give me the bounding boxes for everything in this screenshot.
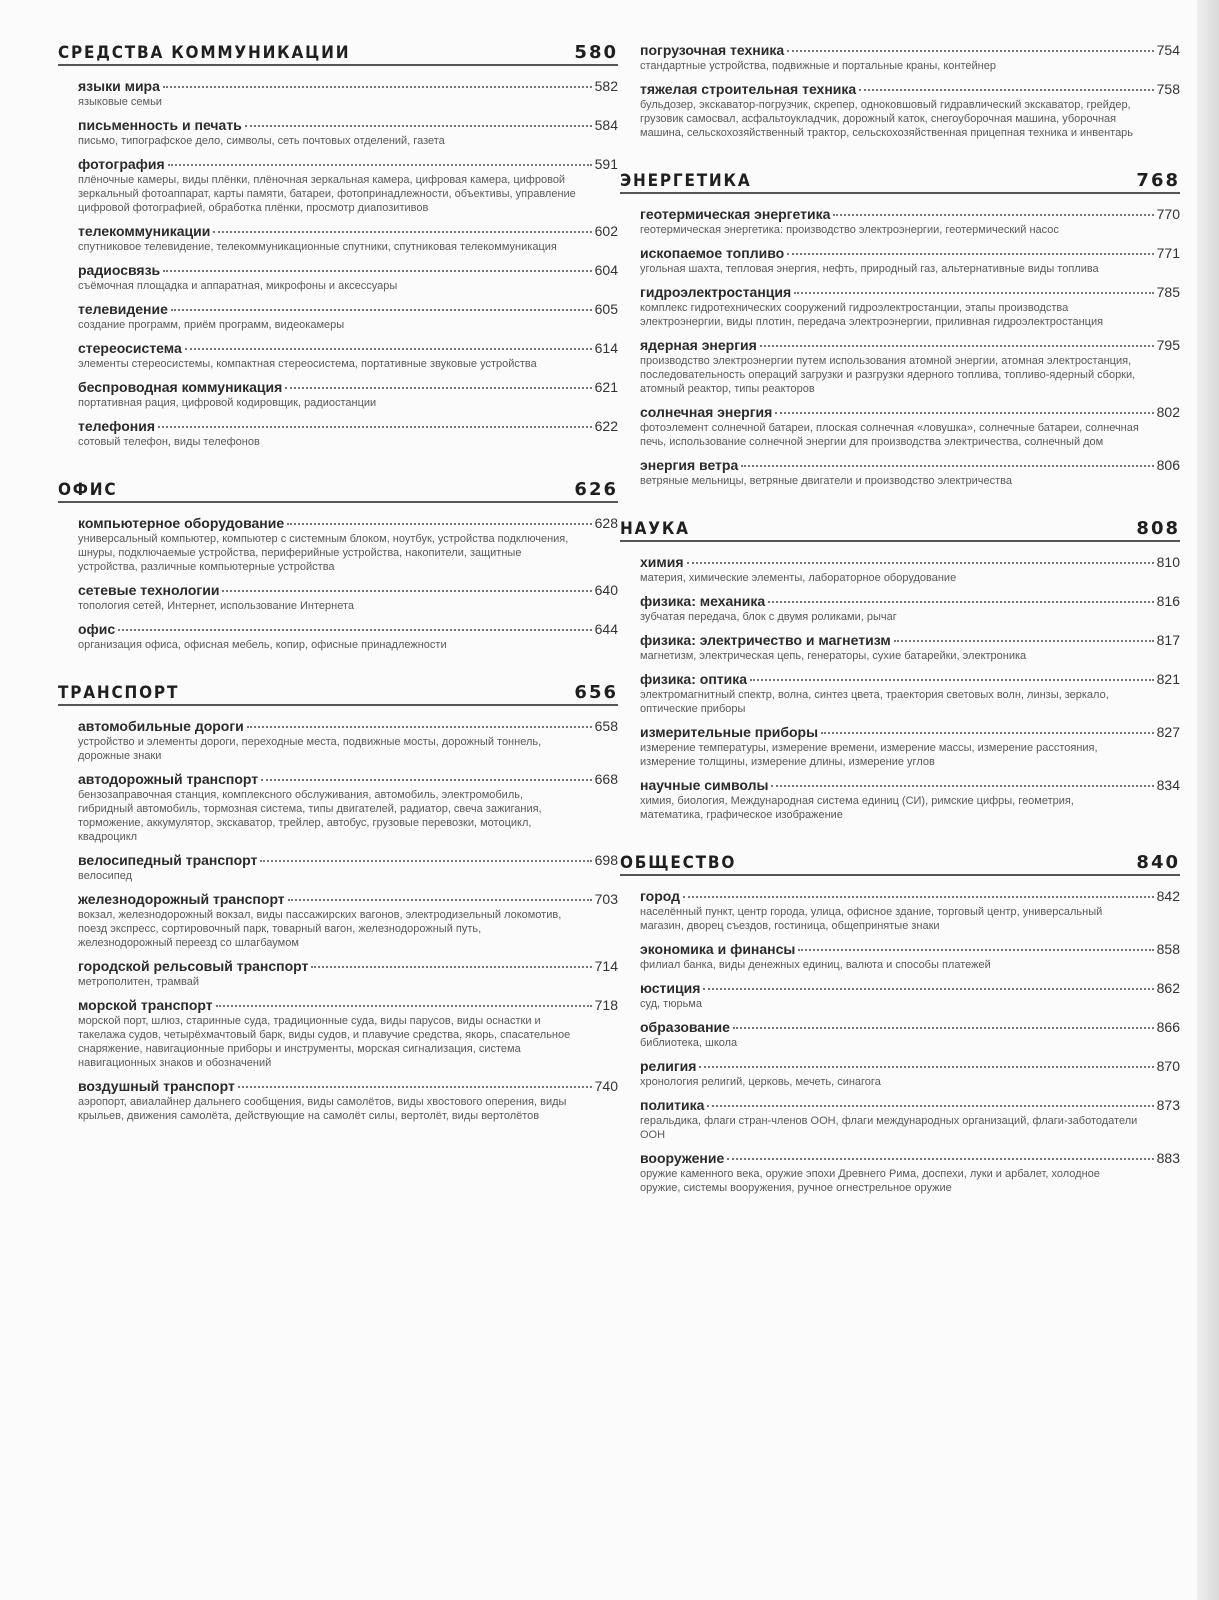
entry-description: измерение температуры, измерение времени, измерение массы, измерение расстояния, измерение толщины, измерение длины, измерение углов bbox=[640, 742, 1098, 768]
section-title: ОБЩЕСТВО bbox=[620, 853, 737, 873]
entry-description: производство электроэнергии путем использования атомной энергии, атомная электростанция, последовательность операций загрузки и разгрузки ядерного топлива, топливо-ядерный сборки, атомный реактор, типы реакторов bbox=[640, 355, 1136, 395]
dot-leader bbox=[238, 1086, 592, 1088]
toc-entry bbox=[620, 593, 1180, 624]
entry-page-number: 862 bbox=[1156, 980, 1180, 996]
toc-section bbox=[58, 682, 618, 1123]
entry-title: образование bbox=[640, 1019, 730, 1035]
toc-entry bbox=[620, 980, 1180, 1011]
entry-description: геотермическая энергетика: производство электроэнергии, геотермический насос bbox=[640, 224, 1059, 236]
entry-line bbox=[78, 1078, 618, 1094]
dot-leader bbox=[247, 726, 592, 728]
entry-line bbox=[78, 582, 618, 598]
entry-description: устройство и элементы дороги, переходные места, подвижные мосты, дорожный тоннель, дорожные знаки bbox=[78, 736, 542, 762]
entry-line bbox=[640, 593, 1180, 609]
dot-leader bbox=[185, 348, 592, 350]
entry-line bbox=[78, 117, 618, 133]
entry-line bbox=[78, 223, 618, 239]
section-header bbox=[620, 170, 1180, 194]
toc-section bbox=[620, 42, 1180, 140]
dot-leader bbox=[245, 125, 592, 127]
entry-description: электромагнитный спектр, волна, синтез цвета, траектория световых волн, линзы, зеркало, оптические приборы bbox=[640, 689, 1109, 715]
entry-description: элементы стереосистемы, компактная стереосистема, портативные звуковые устройства bbox=[78, 358, 537, 370]
entry-line bbox=[78, 379, 618, 395]
section-entries bbox=[58, 515, 618, 652]
entry-title: железнодорожный транспорт bbox=[78, 891, 285, 907]
entry-title: геотермическая энергетика bbox=[640, 206, 831, 222]
entry-page-number: 842 bbox=[1156, 888, 1180, 904]
dot-leader bbox=[798, 949, 1153, 951]
entry-description: библиотека, школа bbox=[640, 1037, 738, 1049]
dot-leader bbox=[821, 732, 1154, 734]
dot-leader bbox=[707, 1105, 1153, 1107]
toc-entry bbox=[620, 1097, 1180, 1142]
entry-page-number: 858 bbox=[1156, 941, 1180, 957]
dot-leader bbox=[260, 860, 591, 862]
toc-entry bbox=[620, 888, 1180, 933]
toc-entry bbox=[620, 42, 1180, 73]
section-header bbox=[58, 479, 618, 503]
entry-line bbox=[78, 997, 618, 1013]
entry-title: ископаемое топливо bbox=[640, 245, 785, 261]
entry-description: магнетизм, электрическая цепь, генераторы, сухие батарейки, электроника bbox=[640, 650, 1027, 662]
entry-line bbox=[78, 958, 618, 974]
section-title: НАУКА bbox=[620, 519, 690, 539]
entry-page-number: 591 bbox=[594, 156, 618, 172]
entry-page-number: 870 bbox=[1156, 1058, 1180, 1074]
entry-title: юстиция bbox=[640, 980, 701, 996]
entry-title: автодорожный транспорт bbox=[78, 771, 259, 787]
entry-page-number: 770 bbox=[1156, 206, 1180, 222]
entry-page-number: 622 bbox=[594, 418, 618, 434]
entry-title: телевидение bbox=[78, 301, 168, 317]
entry-title: научные символы bbox=[640, 777, 769, 793]
entry-title: телефония bbox=[78, 418, 155, 434]
entry-page-number: 827 bbox=[1156, 724, 1180, 740]
toc-section bbox=[58, 42, 618, 449]
entry-title: городской рельсовый транспорт bbox=[78, 958, 309, 974]
entry-line bbox=[640, 206, 1180, 222]
dot-leader bbox=[288, 899, 592, 901]
entry-page-number: 834 bbox=[1156, 777, 1180, 793]
section-entries bbox=[620, 42, 1180, 140]
entry-line bbox=[640, 1058, 1180, 1074]
entry-description: ветряные мельницы, ветряные двигатели и производство электричества bbox=[640, 475, 1012, 487]
toc-entry bbox=[58, 852, 618, 883]
toc-entry bbox=[620, 554, 1180, 585]
dot-leader bbox=[741, 465, 1153, 467]
section-entries bbox=[58, 718, 618, 1123]
entry-page-number: 740 bbox=[594, 1078, 618, 1094]
entry-line bbox=[78, 78, 618, 94]
entry-page-number: 614 bbox=[594, 340, 618, 356]
entry-line bbox=[640, 777, 1180, 793]
dot-leader bbox=[687, 562, 1154, 564]
entry-page-number: 604 bbox=[594, 262, 618, 278]
dot-leader bbox=[794, 292, 1153, 294]
entry-line bbox=[640, 941, 1180, 957]
entry-line bbox=[78, 156, 618, 172]
toc-entry bbox=[58, 582, 618, 613]
entry-title: офис bbox=[78, 621, 116, 637]
entry-title: телекоммуникации bbox=[78, 223, 211, 239]
toc-entry bbox=[620, 724, 1180, 769]
entry-page-number: 817 bbox=[1156, 632, 1180, 648]
section-entries bbox=[620, 206, 1180, 488]
entry-line bbox=[640, 980, 1180, 996]
entry-page-number: 785 bbox=[1156, 284, 1180, 300]
dot-leader bbox=[261, 779, 592, 781]
toc-entry bbox=[620, 404, 1180, 449]
entry-description: организация офиса, офисная мебель, копир, офисные принадлежности bbox=[78, 639, 447, 651]
dot-leader bbox=[171, 309, 592, 311]
entry-line bbox=[640, 245, 1180, 261]
entry-title: религия bbox=[640, 1058, 697, 1074]
entry-line bbox=[78, 418, 618, 434]
toc-entry bbox=[620, 671, 1180, 716]
toc-entry bbox=[620, 81, 1180, 140]
section-entries bbox=[620, 888, 1180, 1195]
entry-line bbox=[640, 632, 1180, 648]
toc-entry bbox=[620, 941, 1180, 972]
toc-entry bbox=[58, 1078, 618, 1123]
entry-page-number: 582 bbox=[594, 78, 618, 94]
entry-title: морской транспорт bbox=[78, 997, 213, 1013]
entry-description: плёночные камеры, виды плёнки, плёночная зеркальная камера, цифровая камера, цифровой зеркальный фотоаппарат, карты памяти, батареи, фотопринадлежности, объективы, управление цифровой фотографией, обработка плёнки, просмотр диапозитивов bbox=[78, 174, 576, 214]
section-entries bbox=[58, 78, 618, 449]
dot-leader bbox=[727, 1158, 1153, 1160]
toc-entry bbox=[620, 1150, 1180, 1195]
entry-page-number: 703 bbox=[594, 891, 618, 907]
entry-page-number: 602 bbox=[594, 223, 618, 239]
dot-leader bbox=[760, 345, 1154, 347]
dot-leader bbox=[733, 1027, 1154, 1029]
entry-description: сотовый телефон, виды телефонов bbox=[78, 436, 260, 448]
entry-title: энергия ветра bbox=[640, 457, 739, 473]
entry-description: портативная рация, цифровой кодировщик, радиостанции bbox=[78, 397, 377, 409]
entry-description: вокзал, железнодорожный вокзал, виды пассажирских вагонов, электродизельный локомотив, поезд экспресс, сортировочный парк, товарный вагон, железнодорожный путь, железнодорожный переезд со шлагбаумом bbox=[78, 909, 562, 949]
entry-line bbox=[640, 284, 1180, 300]
toc-entry bbox=[58, 997, 618, 1070]
entry-line bbox=[640, 671, 1180, 687]
toc-entry bbox=[58, 891, 618, 950]
dot-leader bbox=[163, 270, 592, 272]
entry-description: велосипед bbox=[78, 870, 133, 882]
entry-page-number: 816 bbox=[1156, 593, 1180, 609]
entry-description: химия, биология, Международная система единиц (СИ), римские цифры, геометрия, математика, графическое изображение bbox=[640, 795, 1074, 821]
entry-description: филиал банка, виды денежных единиц, валюта и способы платежей bbox=[640, 959, 991, 971]
dot-leader bbox=[775, 412, 1153, 414]
entry-page-number: 640 bbox=[594, 582, 618, 598]
entry-description: спутниковое телевидение, телекоммуникационные спутники, спутниковая телекоммуникация bbox=[78, 241, 557, 253]
dot-leader bbox=[311, 966, 591, 968]
toc-entry bbox=[58, 223, 618, 254]
toc-entry bbox=[620, 632, 1180, 663]
dot-leader bbox=[787, 253, 1153, 255]
entry-description: зубчатая передача, блок с двумя роликами, рычаг bbox=[640, 611, 897, 623]
toc-entry bbox=[58, 379, 618, 410]
section-entries bbox=[620, 554, 1180, 822]
entry-line bbox=[640, 888, 1180, 904]
entry-line bbox=[640, 1150, 1180, 1166]
entry-description: языковые семьи bbox=[78, 96, 162, 108]
entry-title: ядерная энергия bbox=[640, 337, 757, 353]
toc-section bbox=[620, 852, 1180, 1195]
entry-page-number: 668 bbox=[594, 771, 618, 787]
entry-title: автомобильные дороги bbox=[78, 718, 244, 734]
dot-leader bbox=[699, 1066, 1153, 1068]
toc-entry bbox=[58, 340, 618, 371]
entry-page-number: 806 bbox=[1156, 457, 1180, 473]
entry-title: фотография bbox=[78, 156, 165, 172]
dot-leader bbox=[787, 50, 1153, 52]
page-edge bbox=[1197, 0, 1219, 1600]
toc-entry bbox=[58, 78, 618, 109]
entry-title: измерительные приборы bbox=[640, 724, 819, 740]
toc-entry bbox=[58, 262, 618, 293]
entry-page-number: 883 bbox=[1156, 1150, 1180, 1166]
entry-title: тяжелая строительная техника bbox=[640, 81, 857, 97]
entry-description: морской порт, шлюз, старинные суда, традиционные суда, виды парусов, виды оснастки и такелажа судов, четырёхмачтовый барк, виды судов, и плавучие средства, якорь, спасательное снаряжение, навигационные приборы и инструменты, морская сигнализация, система навигационных знаков и обозначений bbox=[78, 1015, 571, 1069]
section-page-number: 840 bbox=[1136, 852, 1180, 873]
entry-line bbox=[78, 262, 618, 278]
dot-leader bbox=[216, 1005, 592, 1007]
dot-leader bbox=[750, 679, 1154, 681]
entry-line bbox=[78, 891, 618, 907]
entry-page-number: 605 bbox=[594, 301, 618, 317]
dot-leader bbox=[703, 988, 1153, 990]
toc-entry bbox=[58, 621, 618, 652]
entry-line bbox=[640, 554, 1180, 570]
entry-page-number: 584 bbox=[594, 117, 618, 133]
section-header bbox=[620, 852, 1180, 876]
entry-line bbox=[78, 515, 618, 531]
dot-leader bbox=[163, 86, 592, 88]
entry-title: велосипедный транспорт bbox=[78, 852, 258, 868]
entry-title: экономика и финансы bbox=[640, 941, 796, 957]
entry-title: радиосвязь bbox=[78, 262, 161, 278]
entry-description: хронология религий, церковь, мечеть, синагога bbox=[640, 1076, 881, 1088]
entry-description: суд, тюрьма bbox=[640, 998, 702, 1010]
toc-entry bbox=[620, 1019, 1180, 1050]
dot-leader bbox=[771, 785, 1153, 787]
entry-line bbox=[640, 337, 1180, 353]
entry-title: физика: оптика bbox=[640, 671, 748, 687]
toc-entry bbox=[58, 418, 618, 449]
toc-entry bbox=[58, 156, 618, 215]
dot-leader bbox=[683, 896, 1154, 898]
entry-page-number: 771 bbox=[1156, 245, 1180, 261]
entry-line bbox=[78, 771, 618, 787]
entry-line bbox=[78, 852, 618, 868]
dot-leader bbox=[833, 214, 1153, 216]
entry-line bbox=[78, 621, 618, 637]
entry-description: стандартные устройства, подвижные и портальные краны, контейнер bbox=[640, 60, 996, 72]
entry-line bbox=[640, 42, 1180, 58]
entry-line bbox=[640, 457, 1180, 473]
entry-line bbox=[640, 1097, 1180, 1113]
toc-section bbox=[620, 170, 1180, 488]
dot-leader bbox=[894, 640, 1154, 642]
entry-title: город bbox=[640, 888, 681, 904]
toc-entry bbox=[58, 771, 618, 844]
entry-title: компьютерное оборудование bbox=[78, 515, 285, 531]
entry-title: химия bbox=[640, 554, 684, 570]
entry-title: гидроэлектростанция bbox=[640, 284, 792, 300]
dot-leader bbox=[158, 426, 592, 428]
entry-title: стереосистема bbox=[78, 340, 182, 356]
entry-description: оружие каменного века, оружие эпохи Древнего Рима, доспехи, луки и арбалет, холодное оружие, системы вооружения, ручное огнестрельное оружие bbox=[640, 1168, 1100, 1194]
entry-description: аэропорт, авиалайнер дальнего сообщения, виды самолётов, виды хвостового оперения, виды крыльев, движения самолёта, действующие на самолёт силы, вертолёт, виды вертолётов bbox=[78, 1096, 567, 1122]
dot-leader bbox=[118, 629, 591, 631]
entry-description: фотоэлемент солнечной батареи, плоская солнечная «ловушка», солнечные батареи, солнечная печь, использование солнечной энергии для производства электричества, солнечный дом bbox=[640, 422, 1139, 448]
entry-line bbox=[640, 404, 1180, 420]
toc-entry bbox=[620, 245, 1180, 276]
dot-leader bbox=[168, 164, 592, 166]
toc-entry bbox=[620, 1058, 1180, 1089]
dot-leader bbox=[222, 590, 591, 592]
entry-title: языки мира bbox=[78, 78, 160, 94]
section-header bbox=[58, 42, 618, 66]
dot-leader bbox=[859, 89, 1153, 91]
section-header bbox=[620, 518, 1180, 542]
entry-page-number: 758 bbox=[1156, 81, 1180, 97]
entry-description: бензозаправочная станция, комплексного обслуживания, автомобиль, электромобиль, гибридный автомобиль, тормозная система, типы двигателей, радиатор, свеча зажигания, торможение, аккумулятор, экскаватор, трейлер, автобус, грузовые перевозки, мотоцикл, квадроцикл bbox=[78, 789, 542, 843]
entry-description: универсальный компьютер, компьютер с системным блоком, ноутбук, устройства подключения, шнуры, подключаемые устройства, периферийные устройства, накопители, защитные устройства, различные компьютерные устройства bbox=[78, 533, 569, 573]
entry-line bbox=[78, 718, 618, 734]
entry-description: угольная шахта, тепловая энергия, нефть, природный газ, альтернативные виды топлива bbox=[640, 263, 1099, 275]
section-page-number: 626 bbox=[574, 479, 618, 500]
section-title: СРЕДСТВА КОММУНИКАЦИИ bbox=[58, 43, 351, 63]
entry-page-number: 714 bbox=[594, 958, 618, 974]
toc-entry bbox=[620, 206, 1180, 237]
toc-entry bbox=[58, 515, 618, 574]
entry-page-number: 795 bbox=[1156, 337, 1180, 353]
section-title: ОФИС bbox=[58, 480, 118, 500]
entry-page-number: 658 bbox=[594, 718, 618, 734]
section-title: ЭНЕРГЕТИКА bbox=[620, 171, 752, 191]
toc-entry bbox=[620, 777, 1180, 822]
right-column bbox=[620, 42, 1180, 1225]
dot-leader bbox=[768, 601, 1153, 603]
entry-description: топология сетей, Интернет, использование Интернета bbox=[78, 600, 355, 612]
entry-page-number: 644 bbox=[594, 621, 618, 637]
entry-page-number: 698 bbox=[594, 852, 618, 868]
entry-description: материя, химические элементы, лабораторное оборудование bbox=[640, 572, 957, 584]
entry-description: населённый пункт, центр города, улица, офисное здание, торговый центр, универсальный магазин, дворец съездов, гостиница, общепринятые знаки bbox=[640, 906, 1103, 932]
toc-entry bbox=[58, 718, 618, 763]
toc-entry bbox=[620, 337, 1180, 396]
entry-title: погрузочная техника bbox=[640, 42, 785, 58]
entry-description: съёмочная площадка и аппаратная, микрофоны и аксессуары bbox=[78, 280, 398, 292]
entry-title: солнечная энергия bbox=[640, 404, 773, 420]
entry-line bbox=[78, 301, 618, 317]
entry-title: воздушный транспорт bbox=[78, 1078, 235, 1094]
section-title: ТРАНСПОРТ bbox=[58, 683, 180, 703]
toc-entry bbox=[58, 117, 618, 148]
entry-title: политика bbox=[640, 1097, 705, 1113]
entry-description: бульдозер, экскаватор-погрузчик, скрепер, одноковшовый гидравлический экскаватор, грейдер, грузовик самосвал, асфальтоукладчик, дорожный каток, снегоуборочная машина, уборочная машина, сельскохозяйственный трактор, сельскохозяйственная прицепная техника и инвентарь bbox=[640, 99, 1134, 139]
entry-line bbox=[640, 1019, 1180, 1035]
entry-page-number: 621 bbox=[594, 379, 618, 395]
entry-page-number: 821 bbox=[1156, 671, 1180, 687]
section-header bbox=[58, 682, 618, 706]
entry-title: физика: механика bbox=[640, 593, 766, 609]
entry-description: геральдика, флаги стран-членов ООН, флаги международных организаций, флаги-заботодатели ООН bbox=[640, 1115, 1138, 1141]
entry-page-number: 873 bbox=[1156, 1097, 1180, 1113]
entry-page-number: 802 bbox=[1156, 404, 1180, 420]
entry-description: создание программ, приём программ, видеокамеры bbox=[78, 319, 345, 331]
entry-title: беспроводная коммуникация bbox=[78, 379, 283, 395]
entry-title: физика: электричество и магнетизм bbox=[640, 632, 891, 648]
entry-line bbox=[640, 81, 1180, 97]
toc-entry bbox=[620, 457, 1180, 488]
entry-title: вооружение bbox=[640, 1150, 725, 1166]
entry-title: сетевые технологии bbox=[78, 582, 220, 598]
entry-page-number: 628 bbox=[594, 515, 618, 531]
entry-page-number: 866 bbox=[1156, 1019, 1180, 1035]
entry-title: письменность и печать bbox=[78, 117, 242, 133]
section-page-number: 656 bbox=[574, 682, 618, 703]
section-page-number: 768 bbox=[1136, 170, 1180, 191]
entry-page-number: 810 bbox=[1156, 554, 1180, 570]
toc-section bbox=[620, 518, 1180, 822]
entry-description: письмо, типографское дело, символы, сеть почтовых отделений, газета bbox=[78, 135, 445, 147]
dot-leader bbox=[213, 231, 591, 233]
entry-page-number: 718 bbox=[594, 997, 618, 1013]
entry-line bbox=[640, 724, 1180, 740]
entry-page-number: 754 bbox=[1156, 42, 1180, 58]
toc-entry bbox=[620, 284, 1180, 329]
toc-entry bbox=[58, 301, 618, 332]
toc-entry bbox=[58, 958, 618, 989]
entry-description: метрополитен, трамвай bbox=[78, 976, 200, 988]
section-page-number: 808 bbox=[1136, 518, 1180, 539]
toc-section bbox=[58, 479, 618, 652]
dot-leader bbox=[287, 523, 591, 525]
entry-line bbox=[78, 340, 618, 356]
dot-leader bbox=[285, 387, 591, 389]
section-page-number: 580 bbox=[574, 42, 618, 63]
entry-description: комплекс гидротехнических сооружений гидроэлектростанции, этапы производства электроэнергии, виды плотин, передача электроэнергии, приливная гидроэлектростанция bbox=[640, 302, 1104, 328]
left-column bbox=[58, 42, 618, 1153]
